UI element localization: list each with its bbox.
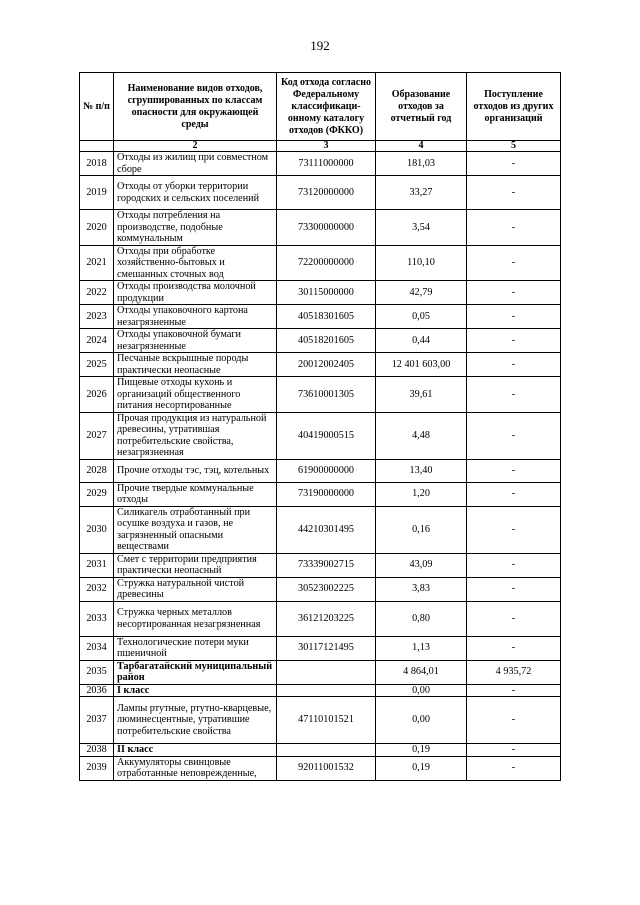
row-number: 2032 bbox=[80, 577, 114, 601]
waste-name: Отходы при обработке хозяйственно-бытовых и смешанных сточных вод bbox=[114, 245, 277, 281]
formed-amount: 39,61 bbox=[376, 377, 467, 413]
received-amount: - bbox=[467, 210, 561, 246]
fkko-code: 36121203225 bbox=[277, 601, 376, 636]
table-row bbox=[80, 636, 561, 660]
received-amount: - bbox=[467, 353, 561, 377]
received-amount: - bbox=[467, 152, 561, 176]
table-row bbox=[80, 353, 561, 377]
formed-amount: 0,44 bbox=[376, 329, 467, 353]
column-numbers-row bbox=[80, 141, 561, 152]
table-row bbox=[80, 684, 561, 697]
waste-name: Технологические потери муки пшеничной bbox=[114, 636, 277, 660]
waste-name: Прочая продукция из натуральной древесины, утратившая потребительские свойства, незагрязненная bbox=[114, 412, 277, 459]
fkko-code: 73111000000 bbox=[277, 152, 376, 176]
table-row bbox=[80, 744, 561, 757]
waste-name: Отходы из жилищ при совместном сборе bbox=[114, 152, 277, 176]
table-row bbox=[80, 281, 561, 305]
table-row bbox=[80, 577, 561, 601]
row-number: 2023 bbox=[80, 305, 114, 329]
table-row bbox=[80, 305, 561, 329]
table-row bbox=[80, 601, 561, 636]
table-row bbox=[80, 553, 561, 577]
formed-amount: 0,16 bbox=[376, 506, 467, 553]
column-number: 2 bbox=[114, 141, 277, 152]
fkko-code: 47110101521 bbox=[277, 697, 376, 744]
formed-amount: 1,13 bbox=[376, 636, 467, 660]
waste-name: Отходы от уборки территории городских и сельских поселений bbox=[114, 176, 277, 210]
fkko-code: 20012002405 bbox=[277, 353, 376, 377]
formed-amount: 0,80 bbox=[376, 601, 467, 636]
waste-name: Песчаные вскрышные породы практически неопасные bbox=[114, 353, 277, 377]
row-number: 2019 bbox=[80, 176, 114, 210]
fkko-code bbox=[277, 684, 376, 697]
formed-amount: 3,54 bbox=[376, 210, 467, 246]
table-row bbox=[80, 756, 561, 780]
row-number: 2038 bbox=[80, 744, 114, 757]
received-amount: - bbox=[467, 553, 561, 577]
column-number: 3 bbox=[277, 141, 376, 152]
header-code: Код отхода согласно Федеральному классификаци-онному каталогу отходов (ФККО) bbox=[277, 73, 376, 141]
waste-name: Отходы упаковочного картона незагрязненные bbox=[114, 305, 277, 329]
received-amount: - bbox=[467, 684, 561, 697]
fkko-code: 44210301495 bbox=[277, 506, 376, 553]
waste-table bbox=[79, 72, 561, 781]
page-number: 192 bbox=[310, 38, 330, 53]
row-number: 2039 bbox=[80, 756, 114, 780]
formed-amount: 110,10 bbox=[376, 245, 467, 281]
received-amount: - bbox=[467, 636, 561, 660]
table-row bbox=[80, 482, 561, 506]
row-number: 2020 bbox=[80, 210, 114, 246]
fkko-code: 40419000515 bbox=[277, 412, 376, 459]
formed-amount: 0,19 bbox=[376, 756, 467, 780]
fkko-code bbox=[277, 744, 376, 757]
row-number: 2034 bbox=[80, 636, 114, 660]
received-amount: - bbox=[467, 412, 561, 459]
header-formed: Образование отходов за отчетный год bbox=[376, 73, 467, 141]
received-amount: - bbox=[467, 756, 561, 780]
fkko-code: 40518201605 bbox=[277, 329, 376, 353]
waste-name: Стружка черных металлов несортированная незагрязненная bbox=[114, 601, 277, 636]
table-row bbox=[80, 210, 561, 246]
row-number: 2025 bbox=[80, 353, 114, 377]
formed-amount: 13,40 bbox=[376, 459, 467, 482]
row-number: 2031 bbox=[80, 553, 114, 577]
header-name: Наименование видов отходов, сгруппированных по классам опасности для окружающей среды bbox=[114, 73, 277, 141]
fkko-code: 73339002715 bbox=[277, 553, 376, 577]
fkko-code: 30117121495 bbox=[277, 636, 376, 660]
table-row bbox=[80, 660, 561, 684]
table-row bbox=[80, 377, 561, 413]
table-row bbox=[80, 176, 561, 210]
formed-amount: 12 401 603,00 bbox=[376, 353, 467, 377]
waste-name: Отходы потребления на производстве, подобные коммунальным bbox=[114, 210, 277, 246]
row-number: 2030 bbox=[80, 506, 114, 553]
row-number: 2028 bbox=[80, 459, 114, 482]
fkko-code: 73610001305 bbox=[277, 377, 376, 413]
formed-amount: 0,00 bbox=[376, 684, 467, 697]
formed-amount: 3,83 bbox=[376, 577, 467, 601]
column-number bbox=[80, 141, 114, 152]
row-number: 2018 bbox=[80, 152, 114, 176]
formed-amount: 0,05 bbox=[376, 305, 467, 329]
received-amount: - bbox=[467, 744, 561, 757]
formed-amount: 42,79 bbox=[376, 281, 467, 305]
fkko-code: 30523002225 bbox=[277, 577, 376, 601]
header-row bbox=[80, 73, 561, 141]
received-amount: - bbox=[467, 459, 561, 482]
table-row bbox=[80, 245, 561, 281]
received-amount: 4 935,72 bbox=[467, 660, 561, 684]
waste-name: Стружка натуральной чистой древесины bbox=[114, 577, 277, 601]
row-number: 2026 bbox=[80, 377, 114, 413]
waste-name: Аккумуляторы свинцовые отработанные неповрежденные, bbox=[114, 756, 277, 780]
row-number: 2024 bbox=[80, 329, 114, 353]
column-number: 5 bbox=[467, 141, 561, 152]
received-amount: - bbox=[467, 377, 561, 413]
received-amount: - bbox=[467, 176, 561, 210]
formed-amount: 0,19 bbox=[376, 744, 467, 757]
row-number: 2033 bbox=[80, 601, 114, 636]
row-number: 2035 bbox=[80, 660, 114, 684]
fkko-code: 73120000000 bbox=[277, 176, 376, 210]
header-received: Поступление отходов из других организаций bbox=[467, 73, 561, 141]
row-number: 2022 bbox=[80, 281, 114, 305]
formed-amount: 4 864,01 bbox=[376, 660, 467, 684]
formed-amount: 33,27 bbox=[376, 176, 467, 210]
formed-amount: 4,48 bbox=[376, 412, 467, 459]
waste-name: Тарбагатайский муниципальный район bbox=[114, 660, 277, 684]
table-row bbox=[80, 412, 561, 459]
fkko-code: 92011001532 bbox=[277, 756, 376, 780]
fkko-code: 73190000000 bbox=[277, 482, 376, 506]
fkko-code: 61900000000 bbox=[277, 459, 376, 482]
waste-name: Отходы упаковочной бумаги незагрязненные bbox=[114, 329, 277, 353]
table-row bbox=[80, 697, 561, 744]
fkko-code bbox=[277, 660, 376, 684]
table-row bbox=[80, 459, 561, 482]
received-amount: - bbox=[467, 482, 561, 506]
row-number: 2036 bbox=[80, 684, 114, 697]
waste-name: I класс bbox=[114, 684, 277, 697]
formed-amount: 43,09 bbox=[376, 553, 467, 577]
waste-name: Силикагель отработанный при осушке воздуха и газов, не загрязненный опасными веществами bbox=[114, 506, 277, 553]
table-row bbox=[80, 152, 561, 176]
fkko-code: 30115000000 bbox=[277, 281, 376, 305]
row-number: 2037 bbox=[80, 697, 114, 744]
table-row bbox=[80, 329, 561, 353]
received-amount: - bbox=[467, 329, 561, 353]
formed-amount: 0,00 bbox=[376, 697, 467, 744]
waste-name: Прочие твердые коммунальные отходы bbox=[114, 482, 277, 506]
waste-name: Пищевые отходы кухонь и организаций общественного питания несортированные bbox=[114, 377, 277, 413]
waste-name: II класс bbox=[114, 744, 277, 757]
fkko-code: 72200000000 bbox=[277, 245, 376, 281]
column-number: 4 bbox=[376, 141, 467, 152]
received-amount: - bbox=[467, 577, 561, 601]
received-amount: - bbox=[467, 506, 561, 553]
waste-name: Лампы ртутные, ртутно-кварцевые, люминесцентные, утратившие потребительские свойства bbox=[114, 697, 277, 744]
received-amount: - bbox=[467, 601, 561, 636]
formed-amount: 1,20 bbox=[376, 482, 467, 506]
row-number: 2021 bbox=[80, 245, 114, 281]
received-amount: - bbox=[467, 305, 561, 329]
waste-name: Отходы производства молочной продукции bbox=[114, 281, 277, 305]
fkko-code: 73300000000 bbox=[277, 210, 376, 246]
waste-name: Прочие отходы тэс, тэц, котельных bbox=[114, 459, 277, 482]
waste-name: Смет с территории предприятия практически неопасный bbox=[114, 553, 277, 577]
row-number: 2029 bbox=[80, 482, 114, 506]
received-amount: - bbox=[467, 697, 561, 744]
formed-amount: 181,03 bbox=[376, 152, 467, 176]
table-row bbox=[80, 506, 561, 553]
received-amount: - bbox=[467, 281, 561, 305]
fkko-code: 40518301605 bbox=[277, 305, 376, 329]
row-number: 2027 bbox=[80, 412, 114, 459]
received-amount: - bbox=[467, 245, 561, 281]
header-num: № п/п bbox=[80, 73, 114, 141]
